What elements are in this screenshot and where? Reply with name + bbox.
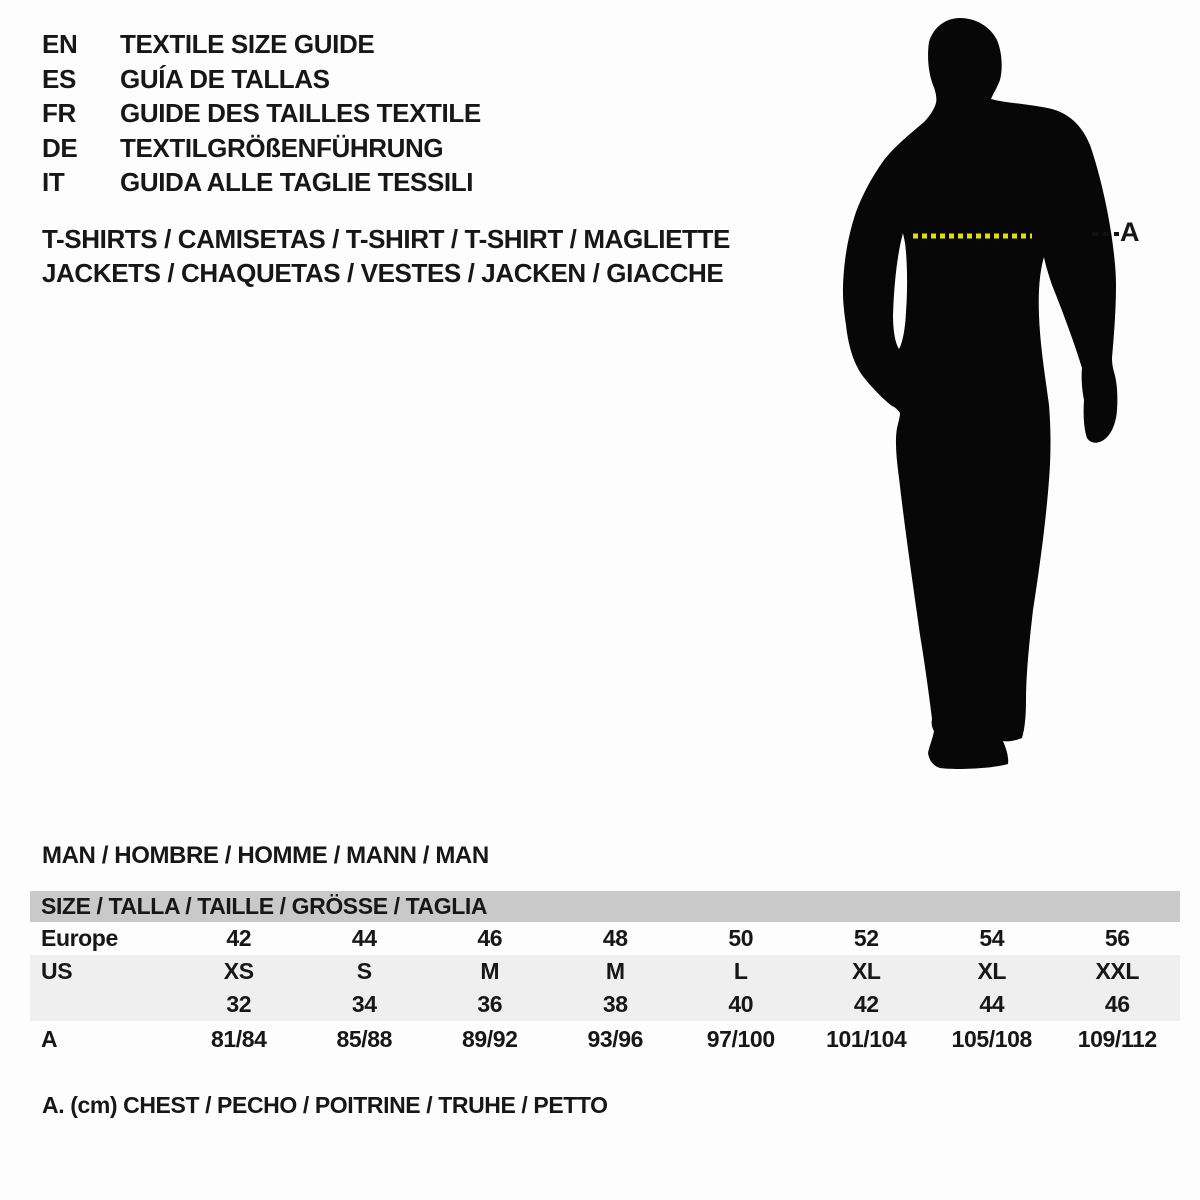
size-cell: 50	[728, 925, 754, 951]
section-title-man: MAN / HOMBRE / HOMME / MANN / MAN	[42, 842, 489, 869]
size-cell: M	[480, 958, 500, 984]
guide-title: GUIDA ALLE TAGLIE TESSILI	[120, 167, 474, 197]
man-silhouette	[838, 10, 1138, 775]
size-cell: 44	[351, 925, 377, 951]
size-cell: 85/88	[336, 1026, 393, 1052]
table-row-europe	[30, 922, 1180, 955]
guide-title: TEXTILE SIZE GUIDE	[120, 29, 375, 59]
size-cell: 54	[979, 925, 1005, 951]
row-label: A	[41, 1026, 58, 1052]
size-cell: XXL	[1095, 958, 1140, 984]
guide-title: GUIDE DES TAILLES TEXTILE	[120, 98, 481, 128]
guide-title: TEXTILGRÖßENFÜHRUNG	[120, 132, 444, 163]
measure-label-a: A	[1120, 217, 1140, 247]
row-label	[30, 988, 176, 1021]
size-cell: 81/84	[210, 1026, 267, 1052]
row-label: Europe	[41, 925, 118, 951]
size-cell: 89/92	[461, 1026, 518, 1052]
size-cell: 36	[477, 991, 503, 1017]
size-cell: 101/104	[826, 1026, 907, 1052]
product-categories	[42, 222, 730, 290]
size-cell: 42	[226, 925, 252, 951]
language-row-es	[42, 62, 481, 97]
category-line-tshirts: T-SHIRTS / CAMISETAS / T-SHIRT / T-SHIRT / MAGLIETTE	[42, 224, 730, 254]
size-cell: 105/108	[951, 1026, 1032, 1052]
size-cell: 97/100	[706, 1026, 775, 1052]
guide-title: GUÍA DE TALLAS	[120, 63, 330, 94]
table-row-chest-cm	[30, 1021, 1180, 1057]
language-row-it	[42, 165, 481, 200]
row-label: US	[41, 958, 73, 984]
size-table	[30, 891, 1180, 1057]
category-line-jackets: JACKETS / CHAQUETAS / VESTES / JACKEN / GIACCHE	[42, 258, 724, 288]
size-cell: 48	[602, 925, 628, 951]
size-cell: 44	[979, 991, 1005, 1017]
size-cell: 52	[853, 925, 879, 951]
size-cell: 42	[853, 991, 879, 1017]
measurement-footnote: A. (cm) CHEST / PECHO / POITRINE / TRUHE / PETTO	[42, 1092, 608, 1118]
size-cell: XL	[977, 958, 1007, 984]
language-code: EN	[42, 29, 78, 59]
size-cell: 32	[226, 991, 252, 1017]
size-cell: S	[356, 958, 372, 984]
size-cell: L	[733, 958, 748, 984]
size-cell: 46	[1104, 991, 1130, 1017]
size-cell: 109/112	[1077, 1026, 1157, 1052]
size-table-header: SIZE / TALLA / TAILLE / GRÖSSE / TAGLIA	[30, 891, 1180, 922]
language-row-de	[42, 131, 481, 166]
size-cell: 56	[1104, 925, 1130, 951]
size-cell: 34	[351, 991, 377, 1017]
size-cell: XL	[851, 958, 881, 984]
language-title-list	[42, 27, 481, 200]
size-cell: 46	[477, 925, 503, 951]
language-code: ES	[42, 63, 76, 94]
size-cell: 93/96	[587, 1026, 644, 1052]
language-code: DE	[42, 132, 78, 163]
table-row-numeric	[30, 988, 1180, 1021]
man-silhouette-shape	[843, 18, 1117, 769]
size-cell: M	[605, 958, 625, 984]
size-cell: XS	[223, 958, 254, 984]
language-code: FR	[42, 98, 76, 128]
table-row-us	[30, 955, 1180, 988]
language-code: IT	[42, 167, 65, 197]
size-cell: 38	[602, 991, 628, 1017]
size-cell: 40	[728, 991, 754, 1017]
language-row-en	[42, 27, 481, 62]
language-row-fr	[42, 96, 481, 131]
